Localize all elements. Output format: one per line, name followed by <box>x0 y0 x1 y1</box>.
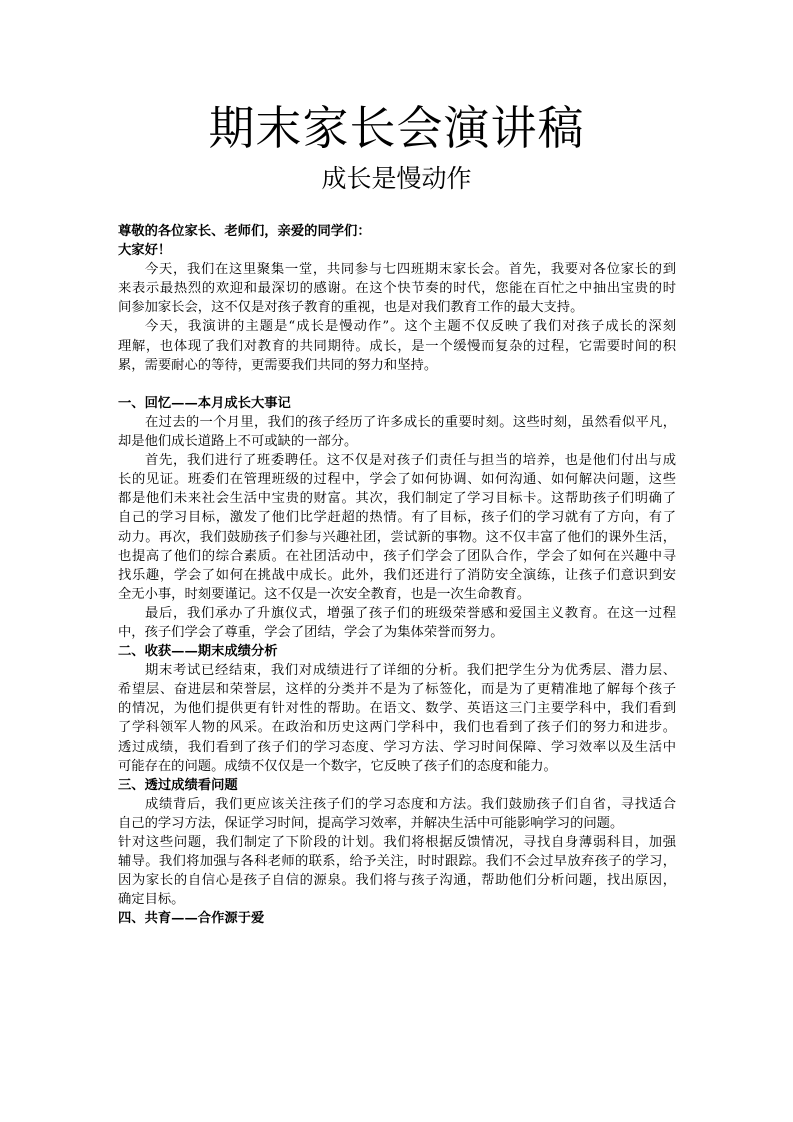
paragraph-line: 辅导。我们将加强与各科老师的联系，给予关注，时时跟踪。我们不会过早放弃孩子的学习， <box>118 854 676 870</box>
paragraph-line: 在过去的一个月里，我们的孩子经历了许多成长的重要时刻。这些时刻，虽然看似平凡， <box>145 414 676 430</box>
blank-line <box>118 375 676 394</box>
greeting-line: 尊敬的各位家长、老师们，亲爱的同学们： <box>118 224 371 239</box>
paragraph-line: 找乐趣，学会了如何在挑战中成长。此外，我们还进行了消防安全演练，让孩子们意识到安 <box>118 567 676 583</box>
section-heading: 四、共育——合作源于爱 <box>118 911 265 927</box>
paragraph-line: 却是他们成长道路上不可或缺的一部分。 <box>118 434 358 450</box>
paragraph-line: 理解，也体现了我们对教育的共同期待。成长，是一个缓慢而复杂的过程，它需要时间的积 <box>118 338 676 354</box>
section-heading: 二、收获——期末成绩分析 <box>118 644 278 660</box>
paragraph-line: 来表示最热烈的欢迎和最深切的感谢。在这个快节奏的时代，您能在百忙之中抽出宝贵的时 <box>118 281 676 297</box>
document-body <box>118 222 676 928</box>
paragraph-line: 的情况，为他们提供更有针对性的帮助。在语文、数学、英语这三门主要学科中，我们看到 <box>118 701 676 717</box>
section-heading: 一、回忆——本月成长大事记 <box>118 395 291 411</box>
paragraph-line: 希望层、奋进层和荣誉层，这样的分类并不是为了标签化，而是为了更精准地了解每个孩子 <box>118 682 676 698</box>
paragraph-line: 透过成绩，我们看到了孩子们的学习态度、学习方法、学习时间保障、学习效率以及生活中 <box>118 739 676 755</box>
section-heading: 三、透过成绩看问题 <box>118 777 238 793</box>
paragraph-line: 期末考试已经结束，我们对成绩进行了详细的分析。我们把学生分为优秀层、潜力层、 <box>145 663 676 679</box>
paragraph-line: 都是他们未来社会生活中宝贵的财富。其次，我们制定了学习目标卡。这帮助孩子们明确了 <box>118 491 676 507</box>
paragraph-line: 今天，我演讲的主题是“成长是慢动作”。这个主题不仅反映了我们对孩子成长的深刻 <box>145 319 676 335</box>
paragraph-line: 全无小事，时刻要谨记。这不仅是一次安全教育，也是一次生命教育。 <box>118 586 531 602</box>
paragraph-line: 长的见证。班委们在管理班级的过程中，学会了如何协调、如何沟通、如何解决问题，这些 <box>118 472 676 488</box>
paragraph-line: 确定目标。 <box>118 892 185 908</box>
paragraph-line: 可能存在的问题。成绩不仅仅是一个数字，它反映了孩子们的态度和能力。 <box>118 758 557 774</box>
paragraph-line: 了学科领军人物的风采。在政治和历史这两门学科中，我们也看到了孩子们的努力和进步。 <box>118 720 676 736</box>
paragraph-line: 也提高了他们的综合素质。在社团活动中，孩子们学会了团队合作，学会了如何在兴趣中寻 <box>118 548 676 564</box>
paragraph-line: 成绩背后，我们更应该关注孩子们的学习态度和方法。我们鼓励孩子们自省，寻找适合 <box>145 796 676 812</box>
paragraph-line: 首先，我们进行了班委聘任。这不仅是对孩子们责任与担当的培养，也是他们付出与成 <box>145 453 676 469</box>
document-title: 期末家长会演讲稿 <box>208 101 585 155</box>
paragraph-line: 自己的学习目标，激发了他们比学赶超的热情。有了目标，孩子们的学习就有了方向，有了 <box>118 510 676 526</box>
hello-line: 大家好！ <box>118 243 172 259</box>
paragraph-line: 间参加家长会，这不仅是对孩子教育的重视，也是对我们教育工作的最大支持。 <box>118 300 584 316</box>
document-subtitle: 成长是慢动作 <box>321 164 472 193</box>
paragraph-line: 中，孩子们学会了尊重，学会了团结，学会了为集体荣誉而努力。 <box>118 624 504 640</box>
paragraph-line: 累，需要耐心的等待，更需要我们共同的努力和坚持。 <box>118 357 438 373</box>
paragraph-line: 自己的学习方法，保证学习时间，提高学习效率，并解决生活中可能影响学习的问题。 <box>118 815 624 831</box>
paragraph-line: 针对这些问题，我们制定了下阶段的计划。我们将根据反馈情况，寻找自身薄弱科目，加强 <box>118 835 676 850</box>
paragraph-line: 因为家长的自信心是孩子自信的源泉。我们将与孩子沟通，帮助他们分析问题，找出原因， <box>118 873 676 889</box>
paragraph-line: 动力。再次，我们鼓励孩子们参与兴趣社团，尝试新的事物。这不仅丰富了他们的课外生活， <box>118 529 676 545</box>
paragraph-line: 今天，我们在这里聚集一堂，共同参与七四班期末家长会。首先，我要对各位家长的到 <box>145 262 676 278</box>
paragraph-line: 最后，我们承办了升旗仪式，增强了孩子们的班级荣誉感和爱国主义教育。在这一过程 <box>145 605 676 621</box>
